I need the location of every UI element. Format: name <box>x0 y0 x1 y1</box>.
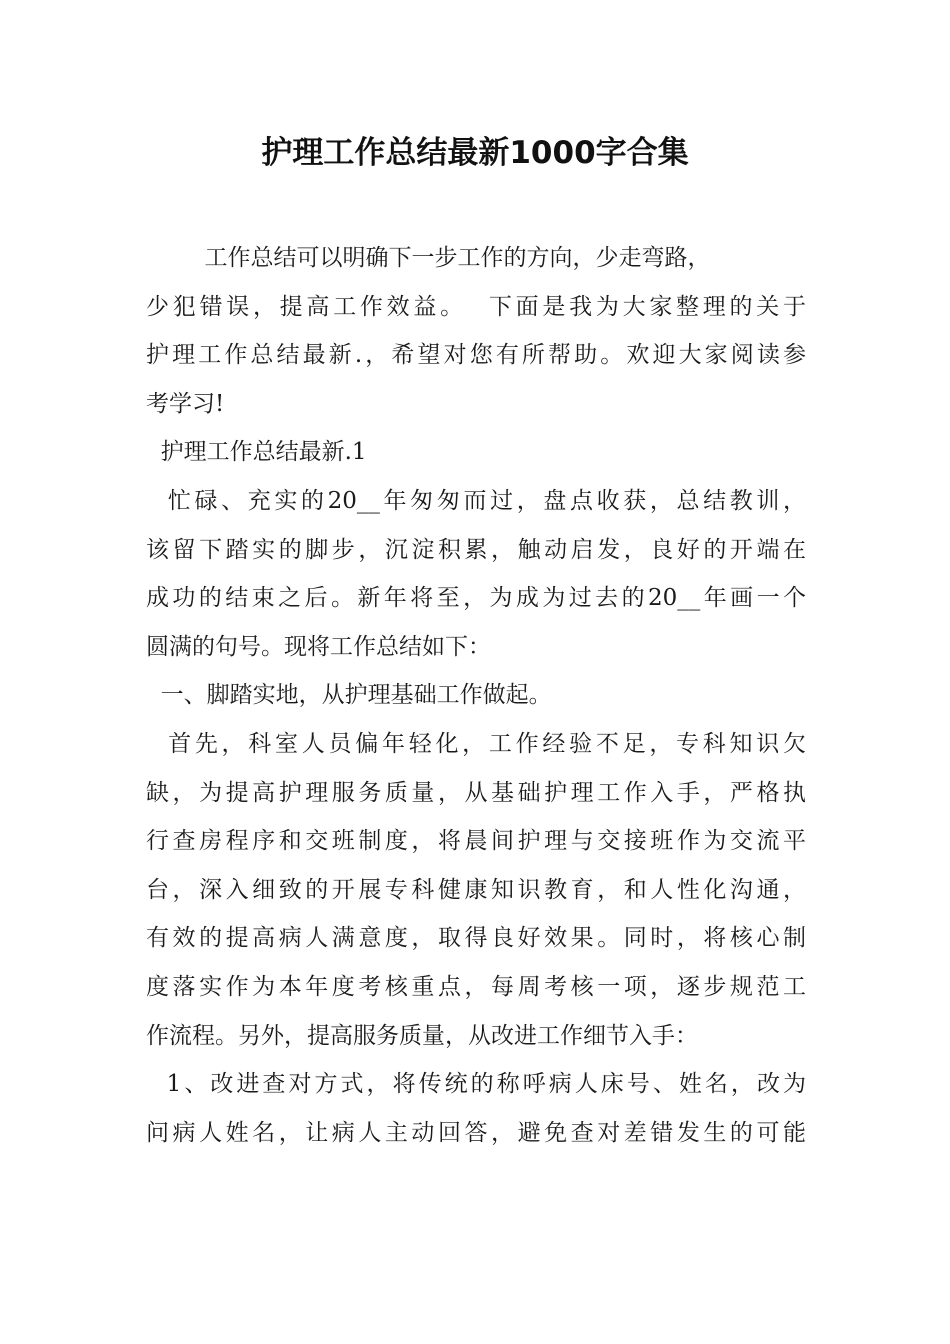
document-title: 护理工作总结最新1000字合集 <box>261 135 689 171</box>
text-line: 缺，为提高护理服务质量，从基础护理工作入手，严格执 <box>146 779 806 806</box>
text-line: 问病人姓名，让病人主动回答，避免查对差错发生的可能 <box>146 1119 806 1146</box>
text-line: 圆满的句号。现将工作总结如下： <box>146 633 491 660</box>
text-line: 1、改进查对方式，将传统的称呼病人床号、姓名，改为 <box>146 1071 806 1098</box>
text-line: 少犯错误，提高工作效益。 下面是我为大家整理的关于 <box>146 293 806 320</box>
section-heading: 护理工作总结最新.1 <box>146 439 367 466</box>
text-line: 台，深入细致的开展专科健康知识教育，和人性化沟通， <box>146 876 806 903</box>
text-line: 该留下踏实的脚步，沉淀积累，触动启发，良好的开端在 <box>146 536 806 563</box>
text-line: 作流程。另外，提高服务质量，从改进工作细节入手： <box>146 1022 698 1049</box>
text-line: 护理工作总结最新.，希望对您有所帮助。欢迎大家阅读参 <box>146 342 806 369</box>
text-line: 考学习! <box>146 390 225 417</box>
paragraph-section-1 <box>146 671 806 720</box>
text-line: 度落实作为本年度考核重点，每周考核一项，逐步规范工 <box>146 973 806 1000</box>
text-line: 首先，科室人员偏年轻化，工作经验不足，专科知识欠 <box>146 730 806 757</box>
document-body <box>146 234 806 1157</box>
section-heading: 一、脚踏实地，从护理基础工作做起。 <box>146 682 552 709</box>
paragraph-heading-1 <box>146 428 806 477</box>
text-line: 有效的提高病人满意度，取得良好效果。同时，将核心制 <box>146 925 806 952</box>
text-line: 行查房程序和交班制度，将晨间护理与交接班作为交流平 <box>146 828 806 855</box>
paragraph-item-1 <box>146 1060 806 1157</box>
text-line: 工作总结可以明确下一步工作的方向，少走弯路， <box>146 245 711 271</box>
text-line: 成功的结束之后。新年将至，为成为过去的20__年画一个 <box>146 585 806 612</box>
paragraph-first <box>146 720 806 1060</box>
paragraph-opening <box>146 477 806 671</box>
text-line: 忙碌、充实的20__年匆匆而过，盘点收获，总结教训， <box>146 487 806 514</box>
paragraph-intro <box>146 234 806 428</box>
